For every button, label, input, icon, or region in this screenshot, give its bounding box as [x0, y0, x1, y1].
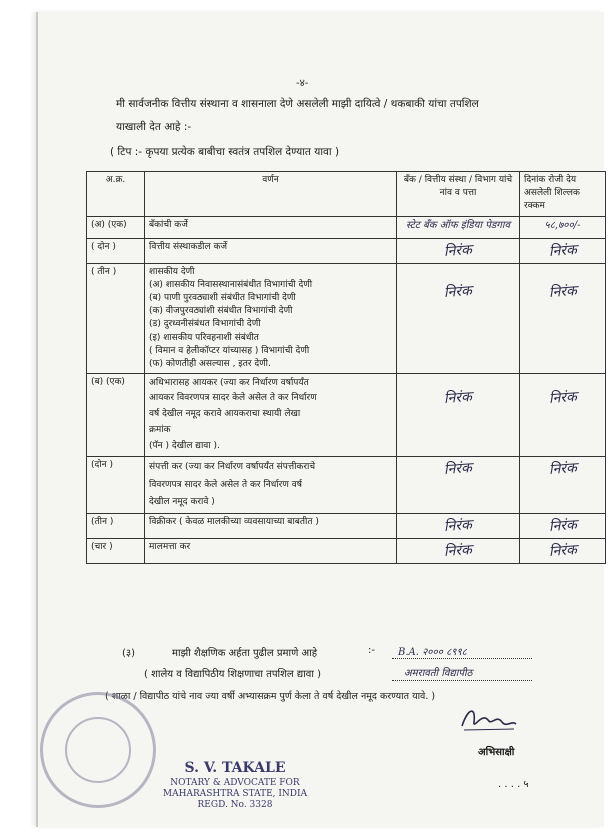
notary-reg: REGD. No. 3328 [197, 800, 273, 810]
row-serial: (दोन ) [87, 457, 145, 513]
page-number: -४- [296, 78, 309, 89]
row-description [145, 457, 397, 513]
row-description [145, 373, 397, 457]
row-institution: निरंक [443, 283, 473, 302]
note-line: ( टिप :- कृपया प्रत्येक बाबीचा स्वतंत्र तपशिल देण्यात यावा ) [110, 146, 340, 158]
row-institution: निरंक [443, 388, 473, 407]
table-row [87, 457, 606, 513]
table-row [87, 217, 606, 239]
school-note: ( शाळा / विद्यापीठ यांचे नाव ज्या वर्षी अभ्यासक्रम पुर्ण केला ते वर्ष देखील नमूद करण्यात यावे. ) [105, 691, 436, 702]
table-row [87, 539, 606, 564]
header-balance: दिनांक रोजी देय असलेली शिल्लक रक्कम [520, 172, 606, 217]
row-balance: निरंक [548, 242, 577, 260]
row-serial: ( दोन ) [87, 239, 145, 264]
description-line: विवरणपत्र सादर केले असेल ते कर निर्धारण वर्ष [149, 479, 302, 490]
row-balance: निरंक [548, 516, 577, 535]
table-row [87, 373, 606, 457]
row-description: मालमत्ता कर [145, 539, 397, 564]
row-institution: निरंक [443, 542, 473, 560]
row-balance: निरंक [548, 283, 577, 302]
liabilities-table [86, 171, 606, 564]
table-row [87, 239, 606, 264]
row-description: वित्तीय संस्थाकडील कर्जे [145, 239, 397, 264]
row-description: विक्रीकर ( केवळ मालकीच्या व्यवसायाच्या बाबतीत ) [145, 513, 397, 538]
row-serial: (अ) (एक) [87, 217, 145, 239]
row-institution: निरंक [443, 516, 473, 535]
header-description: वर्णन [145, 172, 397, 217]
notary-seal [40, 692, 156, 808]
school-value: अमरावती विद्यापीठ [404, 668, 473, 679]
notary-stamp [160, 760, 310, 811]
continued-marker: . . . . ५ [498, 779, 529, 790]
description-line: ( विमान व हेलीकॉप्टर यांच्यासह ) विभागांची देणी [149, 345, 310, 356]
description-line: संपत्ती कर (ज्या कर निर्धारण वर्षापर्यंत संपत्तीकराचे [149, 462, 316, 473]
education-label: माझी शैक्षणिक अर्हता पुढील प्रमाणे आहे [172, 648, 318, 659]
intro-line-1: मी सार्वजनीक वित्तीय संस्थाना व शासनाला देणे असलेली माझी दायित्वे / थकबाकी यांचा तपशिल [116, 98, 479, 110]
table-row [87, 513, 606, 538]
row-balance: ५८,७००/- [544, 220, 581, 231]
description-line: शासकीय देणी [149, 267, 195, 278]
description-line: (अ) शासकीय निवासस्थानासंबंधीत विभागांची देणी [149, 280, 313, 291]
row-institution: स्टेट बँक ऑफ इंडिया पेडगाव [405, 220, 511, 231]
row-balance: निरंक [548, 542, 577, 560]
row-description [145, 264, 397, 373]
row-serial: (चार ) [87, 539, 145, 564]
school-label: ( शालेय व विद्यापिठीय शिक्षणाचा तपशिल द्यावा ) [144, 669, 322, 680]
notary-name: S. V. TAKALE [184, 760, 286, 776]
description-line: वर्ष देखील नमूद करावे आयकराचा स्थायी लेखा [149, 409, 301, 420]
item-number: (३) [122, 648, 136, 659]
description-line: (पॅन ) देखील द्यावा ). [149, 440, 220, 451]
row-balance: निरंक [548, 460, 577, 479]
notary-line-2: MAHARASHTRA STATE, INDIA [162, 788, 308, 799]
description-line: (इ) शासकीय परिवहनाशी संबंधीत [149, 332, 259, 343]
signature [458, 702, 518, 736]
education-value: B.A. २००० ८९९८ [398, 647, 467, 658]
intro-line-2: याखाली देत आहे :- [116, 121, 192, 133]
description-line: देखील नमूद करावे ) [149, 496, 215, 507]
row-serial: ( तीन ) [87, 264, 145, 373]
description-line: अधिभारासह आयकर (ज्या कर निर्धारण वर्षापर्यंत [149, 377, 309, 388]
row-institution: निरंक [443, 242, 473, 260]
row-institution: निरंक [443, 460, 473, 479]
description-line: (ब) पाणी पुरवठ्याशी संबंधीत विभागांची देणी [149, 293, 296, 304]
description-line: (ड) दुरध्वनीसंबंधत विभागांची देणी [149, 319, 261, 330]
description-line: (फ) कोणतीही असल्यास , इतर देणी. [149, 358, 271, 369]
description-line: क्रमांक [149, 424, 171, 435]
row-serial: (तीन ) [87, 513, 145, 538]
row-balance: निरंक [548, 388, 577, 407]
row-serial: (ब) (एक) [87, 373, 145, 457]
header-institution: बँक / वित्तीय संस्था / विभाग यांचे नांव व पत्ता [397, 172, 520, 217]
description-line: आयकर विवरणपत्र सादर केले असेल ते कर निर्धारण [149, 393, 317, 404]
description-line: (क) वीजपुरवठ्यांशी संबंधीत विभागांची देणी [149, 306, 293, 317]
table-header-row [87, 172, 606, 217]
signatory-label: अभिसाक्षी [478, 747, 515, 758]
notary-line-1: NOTARY & ADVOCATE FOR [170, 777, 300, 788]
table-row [87, 264, 606, 373]
row-description: बँकांची कर्जे [145, 217, 397, 239]
header-serial: अ.क्र. [87, 172, 145, 217]
